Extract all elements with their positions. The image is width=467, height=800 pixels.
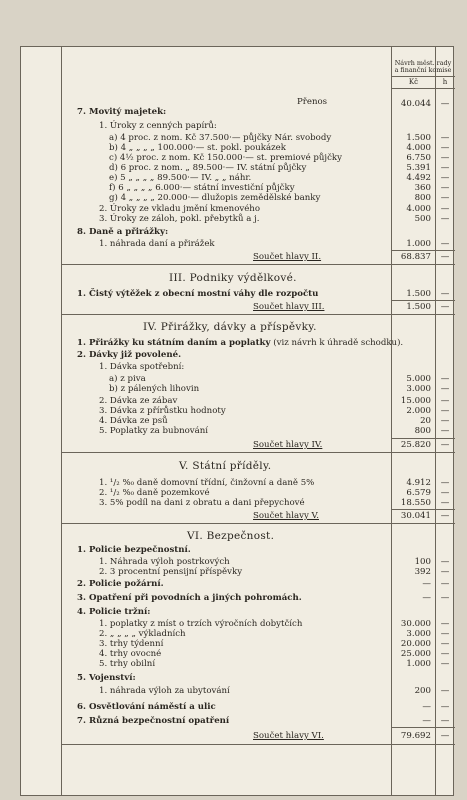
section-7-sub1: 1. Úroky z cenných papírů: bbox=[99, 121, 217, 131]
row-haler: — bbox=[440, 416, 450, 426]
row-haler: — bbox=[440, 619, 450, 629]
total-haler: — bbox=[440, 252, 450, 262]
total-haler: — bbox=[440, 731, 450, 741]
column-kc: Kč bbox=[408, 78, 419, 86]
row-label: b) z pálených lihovin bbox=[109, 384, 200, 394]
section-6-item2: 2. Policie požární. bbox=[77, 579, 164, 589]
row-haler: — bbox=[440, 239, 450, 249]
row-haler: — bbox=[440, 702, 450, 712]
total-amount: 25.820 bbox=[400, 440, 431, 450]
row-label: 4. trhy ovocné bbox=[99, 649, 162, 659]
row-amount: 800 bbox=[414, 426, 431, 436]
row-haler: — bbox=[440, 659, 450, 669]
row-haler: — bbox=[440, 593, 450, 603]
row-amount: 5.391 bbox=[406, 163, 431, 173]
row-amount: 800 bbox=[414, 193, 431, 203]
row-haler: — bbox=[440, 426, 450, 436]
total-amount: 30.041 bbox=[400, 511, 431, 521]
row-label: b) 4 „ „ „ „ 100.000·— st. pokl. poukázek bbox=[109, 143, 286, 153]
subtotal-rule bbox=[391, 250, 455, 251]
row-label: 1. ¹/₂ %₀ daně domovní třídní, činžovní a daně 5% bbox=[99, 478, 315, 488]
budget-page bbox=[20, 46, 454, 796]
carry-haler: — bbox=[440, 99, 450, 109]
total-label: Součet hlavy IV. bbox=[253, 440, 323, 450]
section-4-item2: 2. Dávky již povolené. bbox=[77, 350, 182, 360]
row-label: 1. náhrada výloh za ubytování bbox=[99, 686, 230, 696]
row-amount: — bbox=[422, 593, 431, 603]
row-haler: — bbox=[440, 193, 450, 203]
row-amount: 4.000 bbox=[406, 143, 431, 153]
total-haler: — bbox=[440, 440, 450, 450]
total-haler: — bbox=[440, 511, 450, 521]
section-8-title: 8. Daně a přirážky: bbox=[77, 227, 169, 237]
row-label: a) z piva bbox=[109, 374, 146, 384]
total-amount: 1.500 bbox=[406, 302, 431, 312]
row-label: 2. Úroky ze vkladu jmění kmenového bbox=[99, 204, 261, 214]
row-haler: — bbox=[440, 396, 450, 406]
row-label: 5. Poplatky za bubnování bbox=[99, 426, 209, 436]
row-haler: — bbox=[440, 289, 450, 299]
section-6-item5: 5. Vojenství: bbox=[77, 673, 136, 683]
total-label: Součet hlavy III. bbox=[253, 302, 325, 312]
row-amount: 20 bbox=[420, 416, 431, 426]
total-label: Součet hlavy V. bbox=[253, 511, 319, 521]
row-haler: — bbox=[440, 143, 450, 153]
column-title-line1: Návrh měst. rady bbox=[394, 59, 452, 67]
carry-label: Přenos bbox=[297, 97, 328, 107]
row-haler: — bbox=[440, 686, 450, 696]
subtotal-rule bbox=[391, 300, 455, 301]
item1-rest: (viz návrh k úhradě schodku). bbox=[270, 338, 404, 348]
row-amount: — bbox=[422, 702, 431, 712]
row-label: 1. Čistý výtěžek z obecní mostní váhy dle rozpočtu bbox=[77, 289, 319, 299]
row-label: 1. poplatky z míst o trzích výročních dobytčích bbox=[99, 619, 303, 629]
row-label: 4. Dávka ze psů bbox=[99, 416, 168, 426]
row-amount: 3.000 bbox=[406, 384, 431, 394]
row-label: a) 4 proc. z nom. Kč 37.500·— půjčky Nár. svobody bbox=[109, 133, 332, 143]
row-label: g) 4 „ „ „ „ 20.000·— dlužopis zemědělské banky bbox=[109, 193, 321, 203]
row-amount: 30.000 bbox=[400, 619, 431, 629]
row-haler: — bbox=[440, 384, 450, 394]
row-haler: — bbox=[440, 173, 450, 183]
left-margin-rule bbox=[61, 47, 62, 795]
row-amount: 20.000 bbox=[400, 639, 431, 649]
row-haler: — bbox=[440, 488, 450, 498]
row-amount: 4.000 bbox=[406, 204, 431, 214]
row-amount: 100 bbox=[414, 557, 431, 567]
total-amount: 68.837 bbox=[400, 252, 431, 262]
row-amount: 392 bbox=[414, 567, 431, 577]
row-haler: — bbox=[440, 639, 450, 649]
section-rule bbox=[61, 452, 455, 453]
row-haler: — bbox=[440, 478, 450, 488]
section-6-item3: 3. Opatření při povodních a jiných pohromách. bbox=[77, 593, 302, 603]
row-amount: 25.000 bbox=[400, 649, 431, 659]
section-4-title: IV. Přirážky, dávky a příspěvky. bbox=[143, 321, 317, 333]
section-5-title: V. Státní příděly. bbox=[179, 460, 272, 472]
row-label: 3. Dávka z přírůstku hodnoty bbox=[99, 406, 226, 416]
carry-amount: 40.044 bbox=[400, 99, 431, 109]
row-amount: 1.000 bbox=[406, 659, 431, 669]
row-haler: — bbox=[440, 183, 450, 193]
row-amount: 3.000 bbox=[406, 629, 431, 639]
row-haler: — bbox=[440, 557, 450, 567]
row-amount: 1.500 bbox=[406, 289, 431, 299]
section-rule bbox=[61, 314, 455, 315]
row-amount: 500 bbox=[414, 214, 431, 224]
row-haler: — bbox=[440, 153, 450, 163]
row-amount: — bbox=[422, 716, 431, 726]
total-label: Součet hlavy II. bbox=[253, 252, 322, 262]
row-amount: 1.000 bbox=[406, 239, 431, 249]
row-haler: — bbox=[440, 133, 450, 143]
row-amount: 1.500 bbox=[406, 133, 431, 143]
row-label: c) 4½ proc. z nom. Kč 150.000·— st. premiové půjčky bbox=[109, 153, 342, 163]
row-amount: — bbox=[422, 579, 431, 589]
section-6-item1: 1. Policie bezpečnostní. bbox=[77, 545, 191, 555]
row-label: 3. 5% podíl na dani z obratu a dani přepychové bbox=[99, 498, 305, 508]
total-label: Součet hlavy VI. bbox=[253, 731, 324, 741]
row-amount: 18.550 bbox=[400, 498, 431, 508]
section-rule bbox=[61, 264, 455, 265]
row-label: 2. ¹/₂ %₀ daně pozemkové bbox=[99, 488, 210, 498]
section-6-item6: 6. Osvětlování náměstí a ulic bbox=[77, 702, 216, 712]
row-label: 2. Dávka ze zábav bbox=[99, 396, 178, 406]
row-amount: 15.000 bbox=[400, 396, 431, 406]
row-label: 3. trhy týdenní bbox=[99, 639, 164, 649]
column-h: h bbox=[442, 78, 448, 86]
row-haler: — bbox=[440, 649, 450, 659]
total-haler: — bbox=[440, 302, 450, 312]
row-haler: — bbox=[440, 163, 450, 173]
row-amount: 360 bbox=[414, 183, 431, 193]
row-amount: 200 bbox=[414, 686, 431, 696]
section-6-item4: 4. Policie tržní: bbox=[77, 607, 151, 617]
row-amount: 6.750 bbox=[406, 153, 431, 163]
section-rule bbox=[61, 744, 455, 745]
row-haler: — bbox=[440, 579, 450, 589]
section-3-title: III. Podniky výdělkové. bbox=[169, 272, 297, 284]
subtotal-rule bbox=[391, 509, 455, 510]
row-amount: 5.000 bbox=[406, 374, 431, 384]
section-rule bbox=[61, 523, 455, 524]
row-haler: — bbox=[440, 214, 450, 224]
row-amount: 4.492 bbox=[406, 173, 431, 183]
row-label: 2. 3 procentní pensijní příspěvky bbox=[99, 567, 243, 577]
row-haler: — bbox=[440, 204, 450, 214]
row-haler: — bbox=[440, 406, 450, 416]
subtotal-rule bbox=[391, 438, 455, 439]
row-label: d) 6 proc. z nom. „ 89.500·— IV. státní půjčky bbox=[109, 163, 307, 173]
row-amount: 2.000 bbox=[406, 406, 431, 416]
row-amount: 6.579 bbox=[406, 488, 431, 498]
row-haler: — bbox=[440, 567, 450, 577]
row-label: 2. „ „ „ „ výkladních bbox=[99, 629, 186, 639]
header-rule-bottom bbox=[391, 88, 455, 89]
header-rule bbox=[391, 76, 455, 77]
row-label: 1. náhrada daní a přirážek bbox=[99, 239, 215, 249]
item1-bold: 1. Přirážky ku státním daním a poplatky bbox=[77, 338, 271, 348]
row-label: e) 5 „ „ „ „ 89.500·— IV. „ „ náhr. bbox=[109, 173, 252, 183]
row-haler: — bbox=[440, 716, 450, 726]
row-haler: — bbox=[440, 629, 450, 639]
section-7-title: 7. Movitý majetek: bbox=[77, 107, 167, 117]
section-4-sub1: 1. Dávka spotřební: bbox=[99, 362, 185, 372]
row-label: 3. Úroky ze záloh, pokl. přebytků a j. bbox=[99, 214, 260, 224]
row-label: 5. trhy obilní bbox=[99, 659, 156, 669]
total-amount: 79.692 bbox=[400, 731, 431, 741]
row-haler: — bbox=[440, 498, 450, 508]
section-4-item1 bbox=[77, 338, 403, 348]
row-haler: — bbox=[440, 374, 450, 384]
section-6-item7: 7. Různá bezpečnostní opatření bbox=[77, 716, 230, 726]
row-label: f) 6 „ „ „ „ 6.000·— státní investiční půjčky bbox=[109, 183, 295, 193]
subtotal-rule bbox=[391, 727, 455, 728]
section-6-title: VI. Bezpečnost. bbox=[187, 530, 275, 542]
row-label: 1. Náhrada výloh postrkových bbox=[99, 557, 230, 567]
row-amount: 4.912 bbox=[406, 478, 431, 488]
column-title-line2: a finanční komise bbox=[394, 66, 452, 74]
